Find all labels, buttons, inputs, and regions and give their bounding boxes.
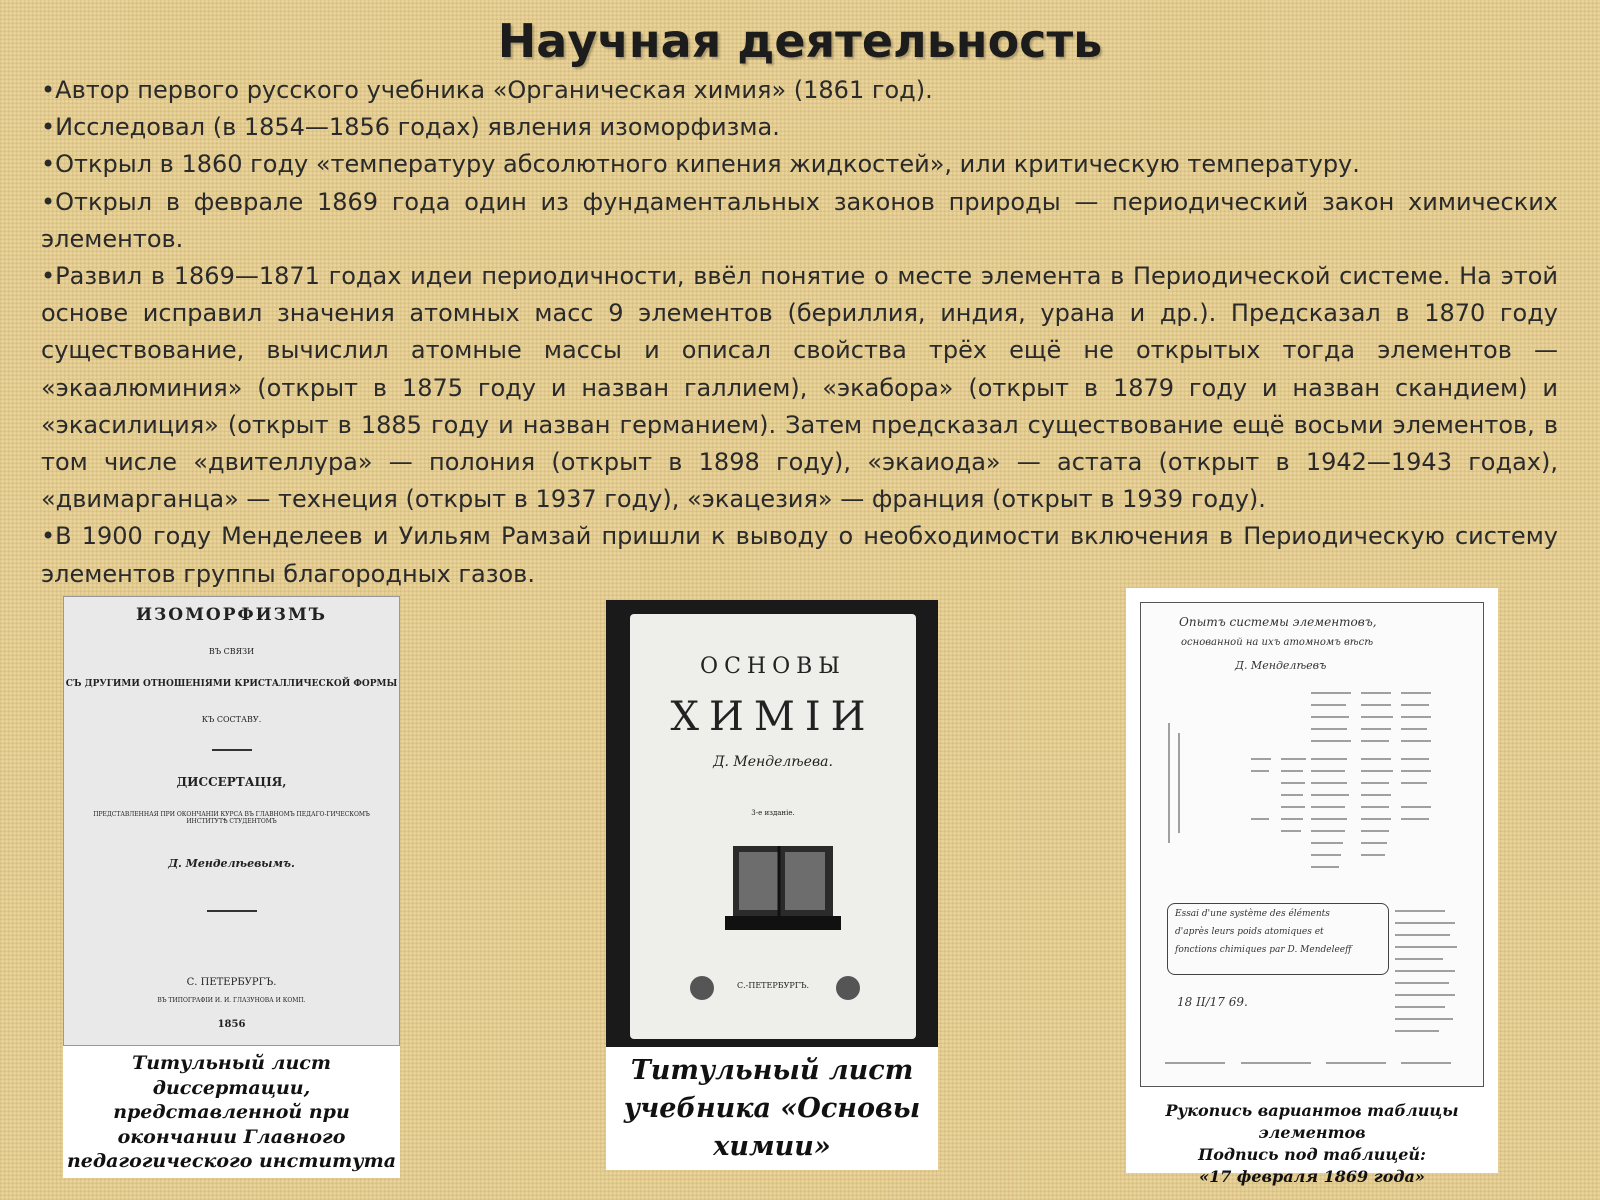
page-text: 1856 xyxy=(217,1019,246,1030)
dissertation-page-image xyxy=(63,596,400,1046)
page-text: ХИМІИ xyxy=(670,694,876,740)
handwriting-text: Д. Менделѣевъ xyxy=(1235,659,1327,672)
page-text: ВЪ СВЯЗИ xyxy=(208,647,255,656)
handwriting-text: основанной на ихъ атомномъ вѣсѣ xyxy=(1181,637,1374,648)
manuscript-image xyxy=(1140,602,1484,1087)
textbook-photo xyxy=(606,600,938,1047)
handwriting-text: Essai d'une système des éléments xyxy=(1175,909,1330,919)
handwriting-text: d'après leurs poids atomiques et xyxy=(1175,927,1324,937)
textbook-page xyxy=(630,614,916,1039)
page-text: КЪ СОСТАВУ. xyxy=(201,715,262,724)
page-text: Д. Менделѣева. xyxy=(713,754,833,770)
handwritten-margin-scribbles xyxy=(1161,723,1191,853)
page-text: ПРЕДСТАВЛЕННАЯ ПРИ ОКОНЧАНІИ КУРСА ВЪ ГЛАВНОМЪ ПЕДАГО-ГИЧЕСКОМЪ ИНСТИТУТѢ СТУДЕНТОМЪ xyxy=(93,811,370,825)
page-text: СЪ ДРУГИМИ ОТНОШЕНІЯМИ КРИСТАЛЛИЧЕСКОЙ ФОРМЫ xyxy=(65,679,398,689)
handwritten-table-scribbles xyxy=(1251,683,1451,883)
emblem-icon xyxy=(836,976,860,1000)
dissertation-title-page-figure xyxy=(63,596,400,1178)
page-text: ДИССЕРТАЦІЯ, xyxy=(176,775,287,789)
page-text: ОСНОВЫ xyxy=(700,654,846,679)
figure-caption xyxy=(1126,1100,1498,1188)
page-text: 3-е изданіе. xyxy=(751,809,795,817)
figure-caption: Титульный лист учебника «Основы химии» xyxy=(623,1055,921,1162)
page-text: С.-ПЕТЕРБУРГЪ. xyxy=(737,981,809,990)
page-text: ВЪ ТИПОГРАФІИ И. И. ГЛАЗУНОВА И КОМП. xyxy=(157,997,306,1004)
page-text: С. ПЕТЕРБУРГЪ. xyxy=(186,977,277,988)
bullet-list xyxy=(41,72,1558,593)
emblem-icon xyxy=(690,976,714,1000)
manuscript-figure xyxy=(1126,588,1498,1186)
handwriting-text: fonctions chimiques par D. Mendeleeff xyxy=(1175,945,1352,955)
bullet-item: •Открыл в феврале 1869 года один из фундаментальных законов природы — периодический закон химических элементов. xyxy=(41,187,1558,253)
bullet-item: •Открыл в 1860 году «температуру абсолютного кипения жидкостей», или критическую температуру. xyxy=(41,150,1360,179)
figure-caption: Титульный лист диссертации, представленной при окончании Главного педагогического института xyxy=(66,1052,397,1172)
page-title: Научная деятельность xyxy=(497,14,1103,68)
page-text: Д. Менделѣевымъ. xyxy=(168,857,295,870)
bullet-item: •Исследовал (в 1854—1856 годах) явления изоморфизма. xyxy=(41,113,780,142)
handwriting-text: Опытъ системы элементовъ, xyxy=(1179,615,1377,629)
bullet-item: •Развил в 1869—1871 годах идеи периодичности, ввёл понятие о месте элемента в Периодической системе. На этой основе исправил значения атомных масс 9 элементов (бериллия, индия, урана и др.). Предсказал в 1870 году существование, вычислил атомные массы и описал свойства трёх ещё не открытых тогда элементов — «экаалюминия» (открыт в 1875 году и назван галлием), «экабора» (открыт в 1879 году и назван скандием) и «экасилиция» (открыт в 1885 году и назван германием). Затем предсказал существование ещё восьми элементов, в том числе «двителлура» — полония (открыт в 1898 году), «экаиода» — астата (открыт в 1942—1943 годах), «двимарганца» — технеция (открыт в 1937 году), «экацезия» — франция (открыт в 1939 году). xyxy=(41,262,1558,514)
caption-line: Подпись под таблицей: xyxy=(1198,1145,1426,1164)
balance-scale-icon xyxy=(725,836,845,936)
handwriting-text: 18 II/17 69. xyxy=(1177,995,1248,1009)
page-text: ИЗОМОРФИЗМЪ xyxy=(135,605,328,625)
bullet-item: •В 1900 году Менделеев и Уильям Рамзай пришли к выводу о необходимости включения в Периодическую систему элементов группы благородных газов. xyxy=(41,522,1558,588)
divider xyxy=(212,749,252,751)
caption-line: Рукопись вариантов таблицы элементов xyxy=(1165,1101,1459,1142)
handwritten-notes-scribbles xyxy=(1391,903,1471,1043)
textbook-title-page-figure xyxy=(606,600,938,1170)
caption-line: «17 февраля 1869 года» xyxy=(1199,1167,1425,1186)
divider xyxy=(207,910,257,912)
bullet-item: •Автор первого русского учебника «Органическая химия» (1861 год). xyxy=(41,76,933,104)
handwritten-footer-scribbles xyxy=(1161,1053,1461,1073)
